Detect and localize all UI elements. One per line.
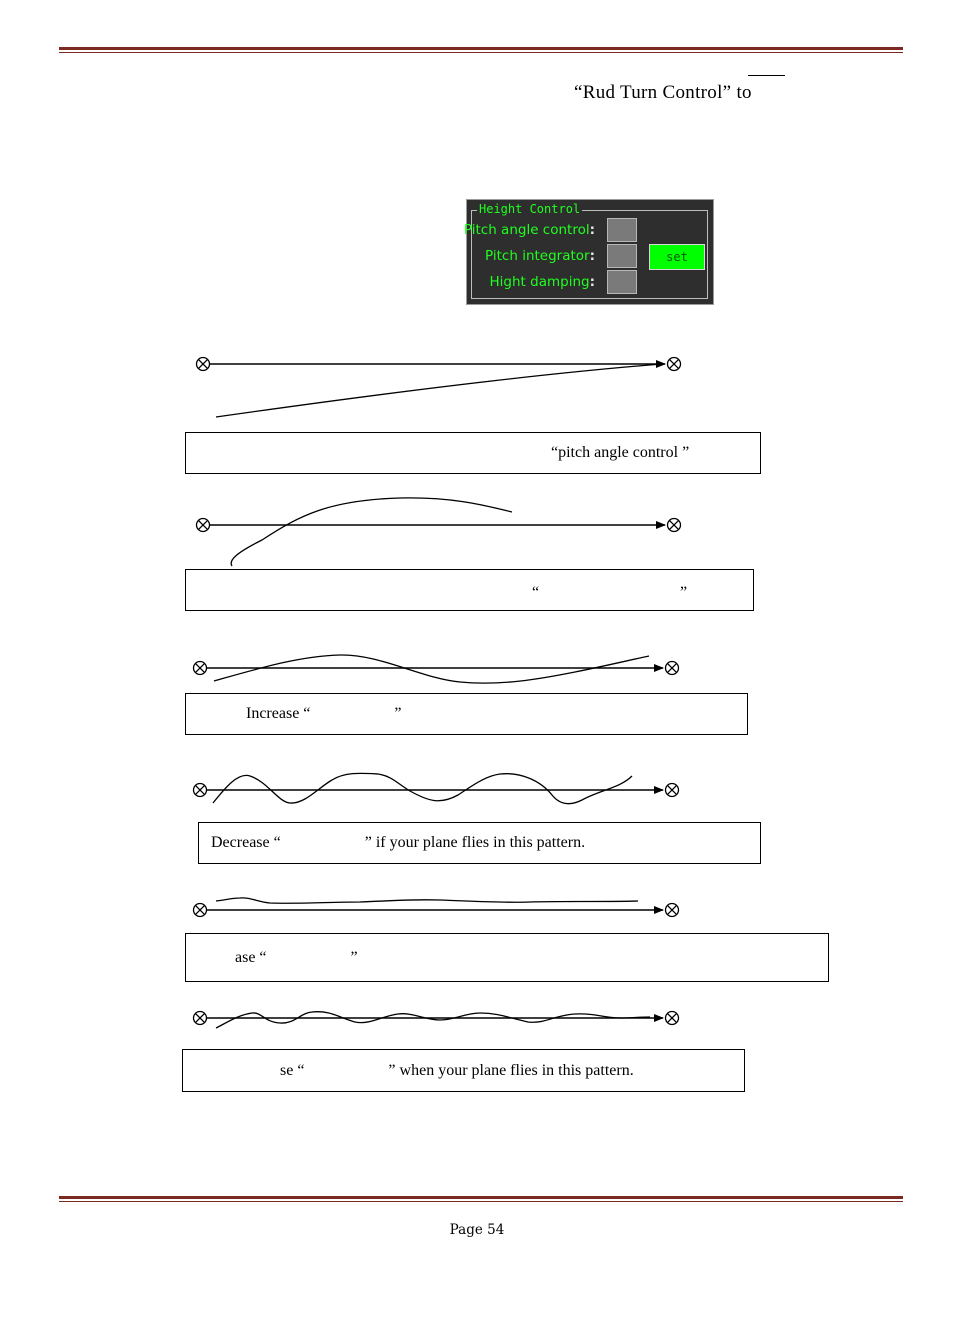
pattern-5-caption-text: ase “ ”	[235, 948, 358, 966]
pattern-4-caption-text: Decrease “ ” if your plane flies in this pattern.	[211, 834, 586, 851]
pattern-3-caption-text: Increase “ ”	[246, 705, 402, 722]
pitch-angle-control-label: Pitch angle control:	[463, 222, 595, 238]
hight-damping-label: Hight damping:	[489, 274, 595, 290]
pattern-2-caption-open-quote: “	[532, 584, 540, 601]
pattern-3-flight-path	[214, 655, 649, 683]
pattern-3-start-waypoint-icon	[194, 662, 207, 675]
pattern-1-caption-text: “pitch angle control ”	[551, 444, 690, 461]
pattern-5-caption	[185, 933, 829, 982]
pattern-4-diagram	[194, 773, 679, 803]
pattern-1-start-waypoint-icon	[197, 358, 210, 371]
pattern-4-caption	[198, 822, 761, 864]
pattern-3-end-waypoint-icon	[666, 662, 679, 675]
pattern-5-start-waypoint-icon	[194, 904, 207, 917]
pattern-5-end-waypoint-icon	[666, 904, 679, 917]
pattern-6-flight-path	[216, 1012, 650, 1028]
pattern-2-flight-path	[231, 498, 512, 566]
pattern-6-caption	[182, 1049, 745, 1092]
footer-rule-thin	[59, 1201, 903, 1202]
pattern-1-caption	[185, 432, 761, 474]
pattern-2-caption	[185, 569, 754, 611]
pattern-6-end-waypoint-icon	[666, 1012, 679, 1025]
pattern-5-flight-path	[216, 898, 638, 903]
height-control-title: Height Control	[479, 202, 581, 216]
pitch-integrator-label: Pitch integrator:	[485, 248, 595, 264]
pattern-1-diagram	[197, 358, 681, 418]
rud-turn-control-text: “Rud Turn Control” to	[574, 82, 752, 103]
pattern-6-diagram	[194, 1012, 679, 1029]
page-number: Page 54	[449, 1222, 505, 1238]
pattern-4-flight-path	[213, 773, 632, 803]
pattern-4-start-waypoint-icon	[194, 784, 207, 797]
pattern-4-end-waypoint-icon	[666, 784, 679, 797]
pattern-2-start-waypoint-icon	[197, 519, 210, 532]
pattern-2-diagram	[197, 498, 681, 566]
pattern-6-start-waypoint-icon	[194, 1012, 207, 1025]
pattern-3-caption	[185, 693, 748, 735]
pattern-1-flight-path	[216, 364, 662, 417]
pattern-3-diagram	[194, 655, 679, 683]
set-button[interactable]: set	[649, 244, 705, 270]
pattern-5-diagram	[194, 898, 679, 917]
footer-rule-thick	[59, 1196, 903, 1199]
pattern-6-caption-text: se “ ” when your plane flies in this pattern.	[280, 1061, 634, 1079]
pattern-2-caption-close-quote: ”	[680, 584, 688, 601]
pattern-2-end-waypoint-icon	[668, 519, 681, 532]
pattern-1-end-waypoint-icon	[668, 358, 681, 371]
